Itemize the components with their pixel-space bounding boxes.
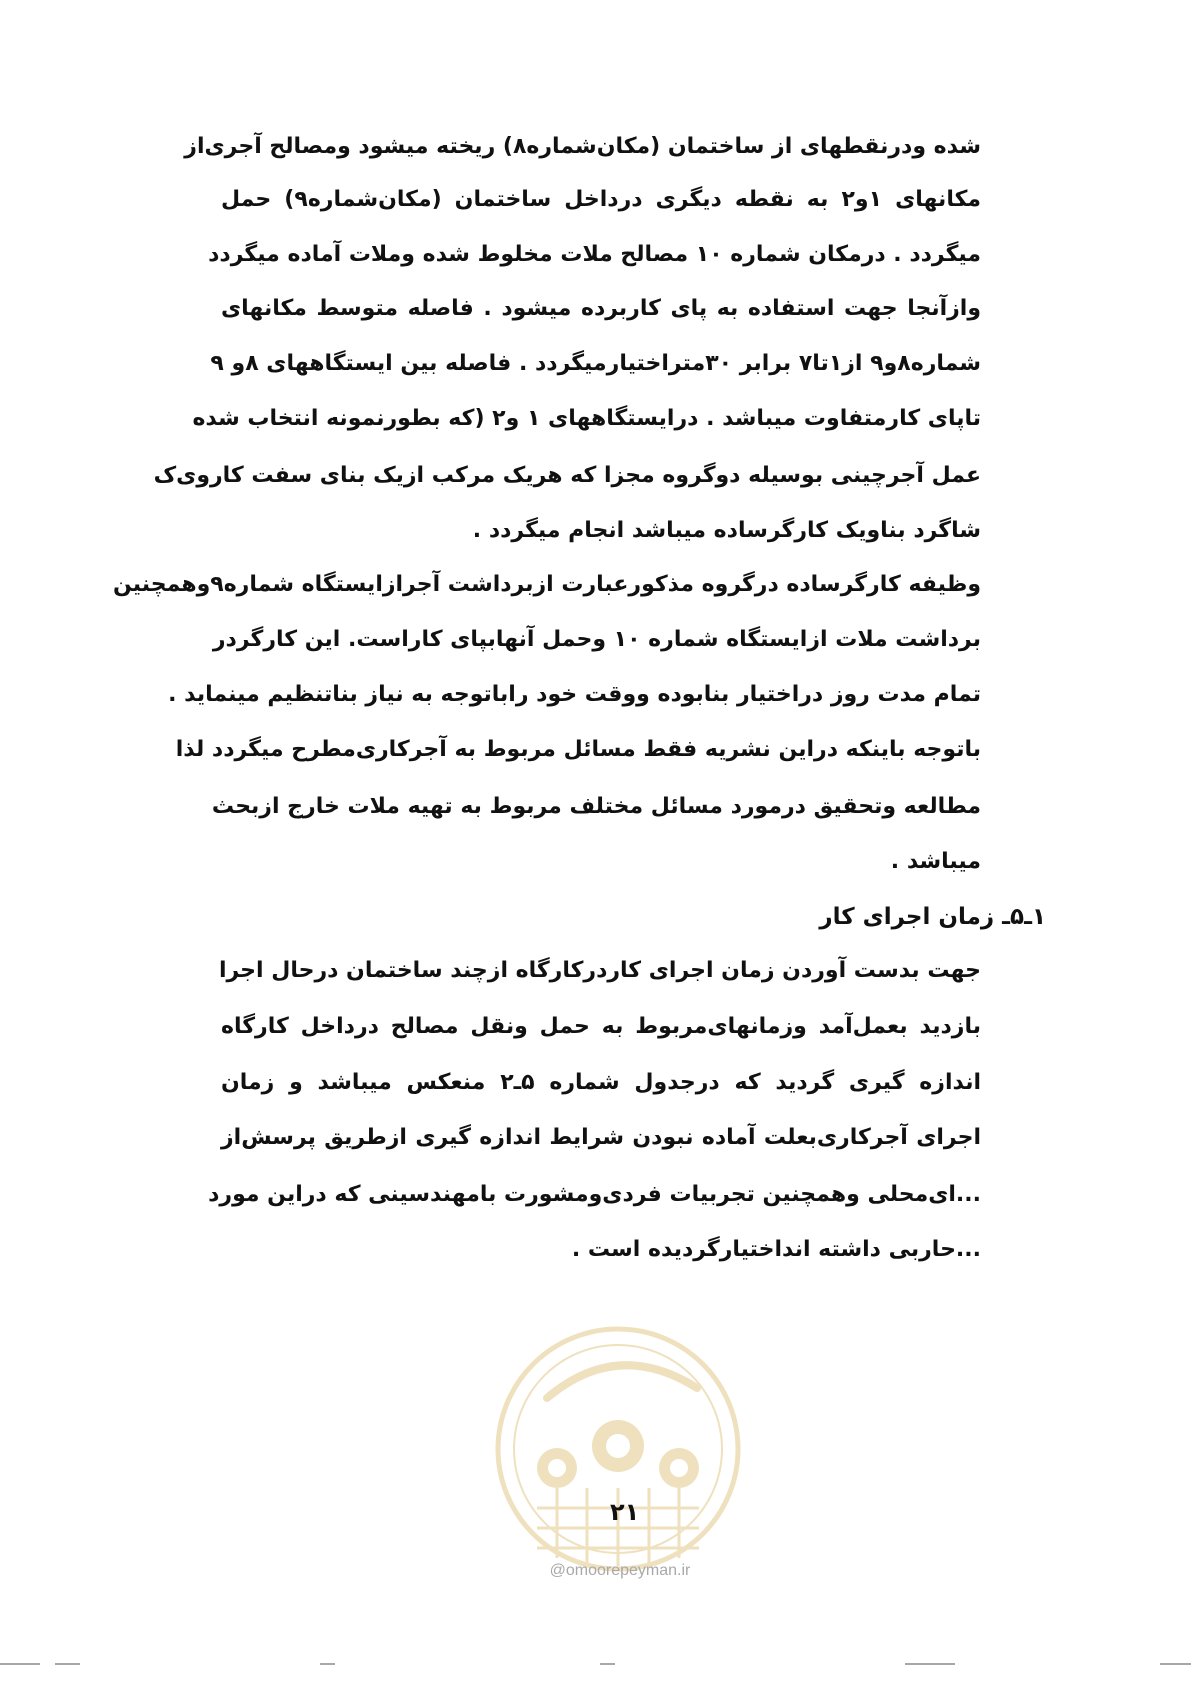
- text-line: برداشت ملات ازایستگاه شماره ۱۰ وحمل آنهابپای کاراست. این کارگردر: [212, 627, 981, 652]
- text-line: وظیفه کارگرساده درگروه مذکورعبارت ازبرداشت آجرازایستگاه شماره۹وهمچنین: [112, 572, 981, 597]
- text-line: مکانهای ۱و۲ به نقطه دیگری درداخل ساختمان (مکان‌شماره۹) حمل: [221, 187, 981, 212]
- text-line: بازدید بعمل‌آمد وزمانهای‌مربوط به حمل ونقل مصالح درداخل کارگاه: [221, 1014, 981, 1039]
- scan-noise-decoration: [0, 1660, 1191, 1672]
- text-line: تمام مدت روز دراختیار بنابوده ووقت خود راباتوجه به نیاز بناتنظیم مینماید .: [168, 682, 981, 707]
- text-line: جهت بدست آوردن زمان اجرای کاردرکارگاه ازچند ساختمان درحال اجرا: [218, 958, 981, 983]
- text-line: شده ودرنقطهای از ساختمان (مکان‌شماره۸) ریخته میشود ومصالح آجری‌از: [184, 134, 981, 159]
- page-number: ۲۱: [610, 1498, 640, 1526]
- text-line: ...حاربی داشته انداختیارگردیده است .: [571, 1237, 981, 1262]
- text-line: اجرای آجرکاری‌بعلت آماده نبودن شرایط اندازه گیری ازطریق پرسش‌از: [221, 1125, 981, 1150]
- watermark-seal-icon: [487, 1318, 749, 1580]
- text-line: تاپای کارمتفاوت میباشد . درایستگاههای ۱ و۲ (که بطورنمونه انتخاب شده: [192, 406, 981, 431]
- text-line: اندازه گیری گردید که درجدول شماره ۵ـ۲ منعکس میباشد و زمان: [221, 1070, 982, 1095]
- text-line: مطالعه وتحقیق درمورد مسائل مختلف مربوط به تهیه ملات خارج ازبحث: [211, 794, 981, 819]
- text-line: عمل آجرچینی بوسیله دوگروه مجزا که هریک مرکب ازیک بنای سفت کاروی‌ک: [153, 463, 981, 488]
- text-line: ...ای‌محلی وهمچنین تجربیات فردی‌ومشورت بامهندسینی که دراین مورد: [208, 1182, 981, 1207]
- text-line: وازآنجا جهت استفاده به پای کاربرده میشود . فاصله متوسط مکانهای: [221, 296, 981, 321]
- text-line: باتوجه باینکه دراین نشریه فقط مسائل مربوط به آجرکاری‌مطرح میگردد لذا: [175, 737, 981, 762]
- text-line: شاگرد بناویک کارگرساده میباشد انجام میگردد .: [472, 518, 981, 543]
- section-heading: ۱ـ۵ـ زمان اجرای کار: [819, 904, 1046, 930]
- watermark-site: @omoorepeyman.ir: [549, 1562, 691, 1579]
- text-line: شماره۸و۹ از۱تا۷ برابر ۳۰متراختیارمیگردد . فاصله بین ایستگاههای ۸و ۹: [210, 351, 981, 376]
- text-line: میباشد .: [890, 849, 981, 874]
- text-line: میگردد . درمکان شماره ۱۰ مصالح ملات مخلوط شده وملات آماده میگردد: [208, 242, 981, 267]
